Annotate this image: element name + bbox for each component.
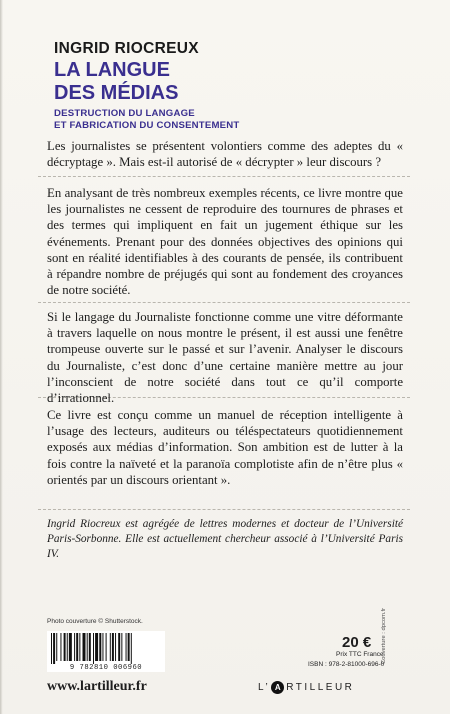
price-note: Prix TTC France <box>336 651 384 658</box>
barcode-bar <box>112 633 114 661</box>
separator <box>38 509 410 510</box>
blurb-paragraph-2: En analysant de très nombreux exemples récents, ce livre montre que les journalistes ne cessent de reproduire des tournures de phrases et des termes qui impliquent en fait un jugement éthique sur les événements. Prenant pour des données objectives des opinions qui sont en réalité identifiables à des courants de pensée, ils contribuent à répandre nombre de préjugés qui sont au fondement des croyances de notre société. <box>47 186 403 298</box>
barcode-bar <box>74 633 75 661</box>
design-credit <box>381 604 391 674</box>
blurb-paragraph-3: Si le langage du Journaliste fonctionne comme une vitre déformante à travers laquelle on nous montre le présent, il est aussi une fenêtre trompeuse ouverte sur le passé et sur l’avenir. Analyser le discours du Journaliste, c’est donc d’une certaine manière mettre au jour l’inconscient de notre société dans tout ce qu’il comporte d’irrationnel. <box>47 310 403 406</box>
barcode-bar <box>128 633 130 661</box>
publisher-website: www.lartilleur.fr <box>47 679 147 694</box>
barcode-bar <box>99 633 101 661</box>
barcode-bar <box>131 633 132 664</box>
barcode-bars <box>47 631 165 664</box>
barcode-bar <box>126 633 127 661</box>
author-bio-name: Ingrid Riocreux <box>47 518 121 530</box>
book-subtitle <box>54 108 374 132</box>
barcode-bar <box>69 633 72 661</box>
publisher-logo-prefix: L’ <box>258 682 271 693</box>
barcode-bar <box>87 633 88 661</box>
author-bio-text: est agrégée de lettres modernes et docteur de l’Université Paris-Sorbonne. Elle est actuellement chercheur associé à l’Université Paris IV. <box>47 518 403 560</box>
title-line-2: DES MÉDIAS <box>54 82 179 104</box>
barcode-bar <box>53 633 55 664</box>
barcode-bar <box>95 633 98 661</box>
barcode-bar <box>76 633 78 661</box>
book-title <box>54 59 374 105</box>
barcode-bar <box>51 633 52 664</box>
barcode-bar <box>115 633 116 661</box>
subtitle-line-1: DESTRUCTION DU LANGAGE <box>54 108 195 119</box>
cover-edge-shadow <box>0 0 3 714</box>
barcode-bar <box>121 633 122 661</box>
barcode-bar <box>83 633 86 661</box>
barcode-bar <box>89 633 91 661</box>
blurb-paragraph-4: Ce livre est conçu comme un manuel de réception intelligente à l’usage des lecteurs, auditeurs ou téléspectateurs quotidiennement exposés aux médias d’information. Son ambition est de lutter à la fois contre la naïveté et la paranoïa complotiste afin de n’être plus « orientés par un discours orientant ». <box>47 408 403 487</box>
title-line-1: LA LANGUE <box>54 59 170 81</box>
publisher-logo-suffix: RTILLEUR <box>286 682 355 693</box>
barcode-bar <box>93 633 94 664</box>
barcode-bar <box>79 633 80 661</box>
isbn: ISBN : 978-2-81000-696-0 <box>308 661 385 668</box>
barcode-bar <box>118 633 120 661</box>
blurb-paragraph-1: Les journalistes se présentent volontiers comme des adeptes du « décryptage ». Mais est-il autorisé de « décrypter » leur discours ? <box>47 139 403 170</box>
barcode-bar <box>110 633 111 661</box>
barcode-bar <box>106 633 107 661</box>
author-bio <box>47 517 403 561</box>
barcode-bar <box>60 633 61 661</box>
publisher-logo <box>258 681 354 694</box>
price: 20 € <box>342 634 372 651</box>
barcode <box>47 631 165 667</box>
barcode-number: 9 782810 006960 <box>47 664 165 672</box>
photo-credit: Photo couverture © Shutterstock. <box>47 618 143 625</box>
barcode-bar <box>102 633 103 661</box>
barcode-bar <box>67 633 68 661</box>
subtitle-line-2: ET FABRICATION DU CONSENTEMENT <box>54 120 240 131</box>
design-credit-text: Couverture : dpcom.fr <box>381 607 387 664</box>
separator <box>38 302 410 303</box>
barcode-bar <box>56 633 57 661</box>
barcode-bar <box>64 633 66 661</box>
separator <box>38 176 410 177</box>
publisher-logo-mark: A <box>271 681 284 694</box>
author-name: INGRID RIOCREUX <box>54 40 199 57</box>
